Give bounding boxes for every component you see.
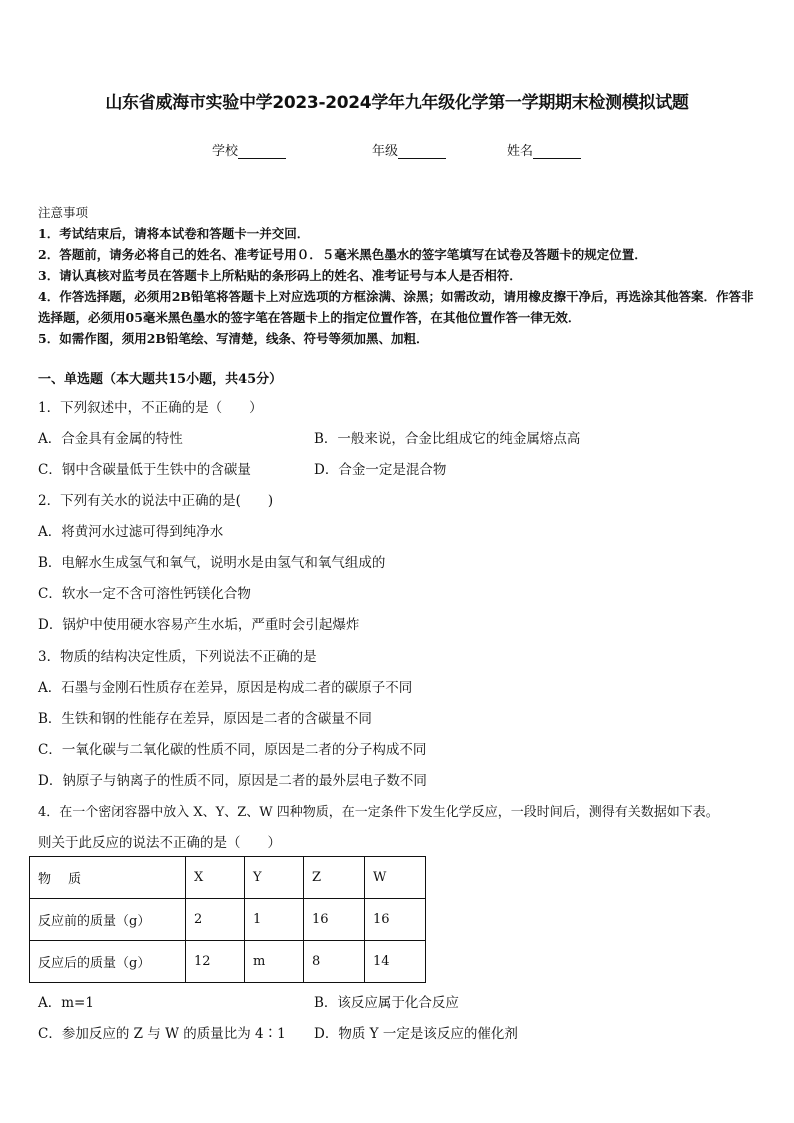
- notes-block: [38, 202, 760, 349]
- grade-label: 年级: [372, 144, 399, 159]
- mass-data-table: [29, 856, 426, 983]
- table-cell: 14: [365, 941, 426, 983]
- table-cell: m: [245, 941, 304, 983]
- school-field: [212, 140, 286, 159]
- question-3-option-c: C．一氧化碳与二氧化碳的性质不同，原因是二者的分子构成不同: [38, 742, 427, 758]
- question-3-option-d: D．钠原子与钠离子的性质不同，原因是二者的最外层电子数不同: [38, 773, 427, 789]
- table-cell: 2: [186, 899, 245, 941]
- question-4-stem-continued: 则关于此反应的说法不正确的是（ ）: [38, 835, 281, 851]
- question-3-stem: 3．物质的结构决定性质，下列说法不正确的是: [38, 649, 317, 665]
- table-row: [30, 899, 426, 941]
- note-item: 5．如需作图，须用2B铅笔绘、写清楚，线条、符号等须加黑、加粗．: [38, 331, 429, 346]
- note-item: 2．答题前，请务必将自己的姓名、准考证号用０．５毫米黑色墨水的签字笔填写在试卷及答题卡的规定位置．: [38, 247, 647, 262]
- table-cell: 1: [245, 899, 304, 941]
- grade-field: [372, 140, 446, 159]
- table-cell: 反应后的质量（g）: [30, 941, 186, 983]
- table-cell: Y: [245, 857, 304, 899]
- name-label: 姓名: [507, 144, 534, 159]
- exam-title: 山东省威海市实验中学2023-2024学年九年级化学第一学期期末检测模拟试题: [105, 93, 689, 113]
- table-cell: 物 质: [30, 857, 186, 899]
- question-4-option-d: D．物质 Y 一定是该反应的催化剂: [314, 1026, 518, 1042]
- table-cell: 反应前的质量（g）: [30, 899, 186, 941]
- question-4-option-b: B．该反应属于化合反应: [314, 995, 459, 1011]
- note-item: 4．作答选择题，必须用2B铅笔将答题卡上对应选项的方框涂满、涂黑；如需改动，请用橡皮擦干净后，再选涂其他答案．作答非选择题，必须用05毫米黑色墨水的签字笔在答题卡上的指定位置作答，在其他位置作答一律无效．: [38, 289, 754, 325]
- question-2-stem: 2．下列有关水的说法中正确的是( ): [38, 493, 274, 509]
- table-cell: 16: [365, 899, 426, 941]
- question-1-stem: 1．下列叙述中，不正确的是（ ）: [38, 400, 263, 416]
- section-heading: 一、单选题（本大题共15小题，共45分）: [38, 372, 283, 387]
- table-cell: 8: [304, 941, 365, 983]
- table-cell: W: [365, 857, 426, 899]
- question-4-option-a: A．m=1: [38, 995, 94, 1011]
- question-2-option-a: A．将黄河水过滤可得到纯净水: [38, 524, 224, 540]
- table-cell: 12: [186, 941, 245, 983]
- note-item: 3．请认真核对监考员在答题卡上所粘贴的条形码上的姓名、准考证号与本人是否相符．: [38, 268, 522, 283]
- table-header-row: [30, 857, 426, 899]
- name-field: [507, 140, 581, 159]
- table-cell: Z: [304, 857, 365, 899]
- question-3-option-b: B．生铁和钢的性能存在差异，原因是二者的含碳量不同: [38, 711, 372, 727]
- table-cell: 16: [304, 899, 365, 941]
- question-2-option-d: D．锅炉中使用硬水容易产生水垢，严重时会引起爆炸: [38, 617, 360, 633]
- school-blank[interactable]: [238, 146, 286, 159]
- notes-heading: 注意事项: [38, 205, 89, 220]
- school-label: 学校: [212, 144, 239, 159]
- note-item: 1．考试结束后，请将本试卷和答题卡一并交回．: [38, 226, 310, 241]
- table-cell: X: [186, 857, 245, 899]
- question-1-option-b: B．一般来说，合金比组成它的纯金属熔点高: [314, 431, 581, 447]
- question-1-option-a: A．合金具有金属的特性: [38, 431, 183, 447]
- question-4-option-c: C．参加反应的 Z 与 W 的质量比为 4∶1: [38, 1026, 286, 1042]
- table-row: [30, 941, 426, 983]
- question-2-option-b: B．电解水生成氢气和氧气，说明水是由氢气和氧气组成的: [38, 555, 386, 571]
- question-1-option-d: D．合金一定是混合物: [314, 462, 447, 478]
- question-4-stem: 4．在一个密闭容器中放入 X、Y、Z、W 四种物质，在一定条件下发生化学反应，一段时间后，测得有关数据如下表。: [38, 805, 719, 820]
- question-3-option-a: A．石墨与金刚石性质存在差异，原因是构成二者的碳原子不同: [38, 680, 413, 696]
- name-blank[interactable]: [533, 146, 581, 159]
- question-1-option-c: C．钢中含碳量低于生铁中的含碳量: [38, 462, 251, 478]
- grade-blank[interactable]: [398, 146, 446, 159]
- question-2-option-c: C．软水一定不含可溶性钙镁化合物: [38, 586, 251, 602]
